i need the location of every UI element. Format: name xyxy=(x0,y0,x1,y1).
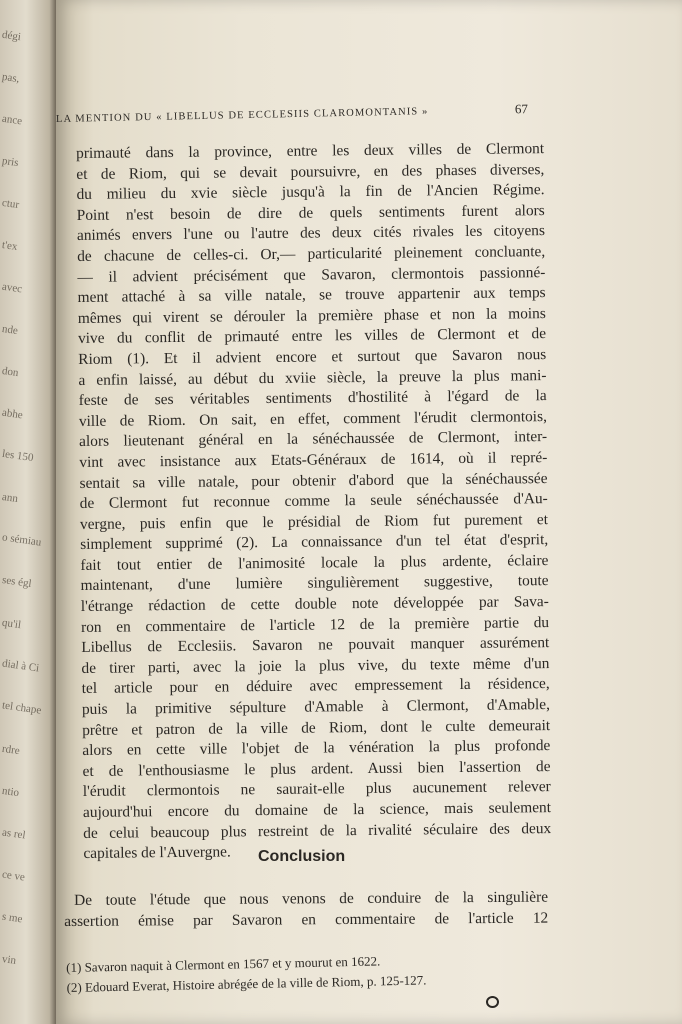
text-line: simplement supprimé (2). La connaissance d'un tel état d'esprit, xyxy=(80,531,549,554)
text-line: l'érudit clermontois ne saurait-elle plus aucunement relever xyxy=(82,778,551,801)
facing-page-text: ses égl xyxy=(1,573,33,591)
text-line: assertion émise par Savaron en commentaire de l'article 12 xyxy=(64,909,549,930)
text-line: ron en commentaire de l'article 12 de la première partie du xyxy=(80,613,550,636)
text-line: alors en cette ville l'objet de la vénération la plus profonde xyxy=(82,737,551,760)
facing-page-text: abhe xyxy=(1,406,24,422)
facing-page-text: as rel xyxy=(1,826,27,842)
text-line: vive du conflit de primauté entre les villes de Clermont et de xyxy=(77,325,547,348)
main-paragraph xyxy=(76,139,552,865)
facing-page-text: ann xyxy=(1,490,19,506)
facing-page-text: s me xyxy=(1,910,24,926)
text-line: tel article pour en déduire avec empressement la résidence, xyxy=(81,675,550,698)
facing-page-text: dégi xyxy=(1,28,22,44)
text-line: de chacune de celles-ci. Or,— particularité pleinement concluante, xyxy=(77,243,546,265)
text-line: prêtre et patron de la ville de Riom, dont le culte demeurait xyxy=(82,716,551,739)
text-line: capitales de l'Auvergne. xyxy=(83,843,231,863)
text-line: Libellus de Ecclesiis. Savaron ne pouvait manquer assurément xyxy=(81,634,550,657)
facing-page-text: ce ve xyxy=(1,868,26,884)
footnote: (1) Savaron naquit à Clermont en 1567 et y mourut en 1622. xyxy=(66,953,381,975)
text-line: mêmes qui virent se dérouler la première phase et non la moins xyxy=(77,304,546,327)
text-line: aujourd'hui encore du domaine de la science, mais seulement xyxy=(82,799,552,821)
facing-page-text: dial à Ci xyxy=(1,657,40,675)
page-number: 67 xyxy=(514,101,529,117)
facing-page-text: pas, xyxy=(1,70,21,86)
facing-page-text: avec xyxy=(1,280,23,296)
facing-page-text: les 150 xyxy=(1,447,35,465)
text-line: — il advient précisément que Savaron, clermontois passionné- xyxy=(77,263,546,286)
text-line: ville de Riom. On sait, en effet, comment l'érudit clermontois, xyxy=(78,407,547,430)
facing-page-text: o sémiau xyxy=(1,531,43,549)
text-line: l'étrange rédaction de cette double note développée par Sava- xyxy=(80,593,549,616)
text-line: alors lieutenant général en la sénéchaussée de Clermont, inter- xyxy=(79,428,548,451)
text-line: vint avec insistance aux Etats-Généraux de 1614, où il repré- xyxy=(79,448,548,471)
text-line: Point n'est besoin de dire de quels sentiments furent alors xyxy=(76,201,545,224)
text-line: feste de ses véritables sentiments d'hostilité à l'égard de la xyxy=(78,387,547,410)
text-line: maintenant, d'une lumière singulièrement suggestive, toute xyxy=(80,572,549,595)
facing-page-text: tel chape xyxy=(1,699,43,717)
facing-page-text: ntio xyxy=(1,784,20,800)
facing-page-text: ctur xyxy=(1,196,20,212)
facing-page-edge xyxy=(0,0,58,1024)
text-line: de celui beaucoup plus restreint de la rivalité séculaire des deux xyxy=(83,819,552,842)
text-line: de tirer parti, avec la joie la plus vive, du texte même d'un xyxy=(81,654,550,677)
facing-page-text: nde xyxy=(1,322,19,338)
text-line: Riom (1). Et il advient encore et surtout que Savaron nous xyxy=(78,346,547,368)
conclusion-paragraph xyxy=(64,887,548,932)
text-line: puis la primitive sépulture d'Amable à Clermont, d'Amable, xyxy=(81,696,550,718)
text-line: ment attaché à sa ville natale, se trouve appartenir aux temps xyxy=(77,284,546,307)
footnote: (2) Edouard Everat, Histoire abrégée de la ville de Riom, p. 125-127. xyxy=(66,972,427,995)
text-line: de Clermont fut reconnue comme la seule sénéchaussée d'Au- xyxy=(79,490,548,513)
text-line: animés envers l'une ou l'autre des deux cités rivales les citoyens xyxy=(76,222,546,245)
facing-page-text: ance xyxy=(1,112,23,128)
facing-page-text: t'ex xyxy=(1,238,19,254)
facing-page-text: qu'il xyxy=(1,616,22,632)
text-line: et de Riom, qui se devait poursuivre, en des phases diverses, xyxy=(76,160,545,183)
facing-page-text: rdre xyxy=(1,742,21,758)
text-line: sentait sa ville natale, pour obtenir d'abord que la sénéchaussée xyxy=(79,469,548,492)
text-line: fait tout entier de l'animosité locale la plus ardente, éclaire xyxy=(80,551,549,574)
facing-page-text: pris xyxy=(1,154,20,170)
section-heading: Conclusion xyxy=(258,848,346,865)
text-line: et de l'enthousiasme le plus ardent. Aussi bien l'assertion de xyxy=(82,757,551,780)
text-line: du milieu du xvie siècle jusqu'à la fin de l'Ancien Régime. xyxy=(76,181,545,204)
text-line: vergne, puis enfin que le présidial de Riom fut purement et xyxy=(79,510,549,533)
ink-mark xyxy=(486,996,499,1008)
text-line: primauté dans la province, entre les deux villes de Clermont xyxy=(76,140,545,162)
text-line: De toute l'étude que nous venons de conduire de la singulière xyxy=(74,888,549,909)
facing-page-text: don xyxy=(1,364,20,380)
facing-page-text: vin xyxy=(1,953,17,967)
text-line: a enfin laissé, au début du xviie siècle, la preuve la plus mani- xyxy=(78,366,547,389)
running-title: LA MENTION DU « LIBELLUS DE ECCLESIIS CLAROMONTANIS » xyxy=(55,106,429,125)
